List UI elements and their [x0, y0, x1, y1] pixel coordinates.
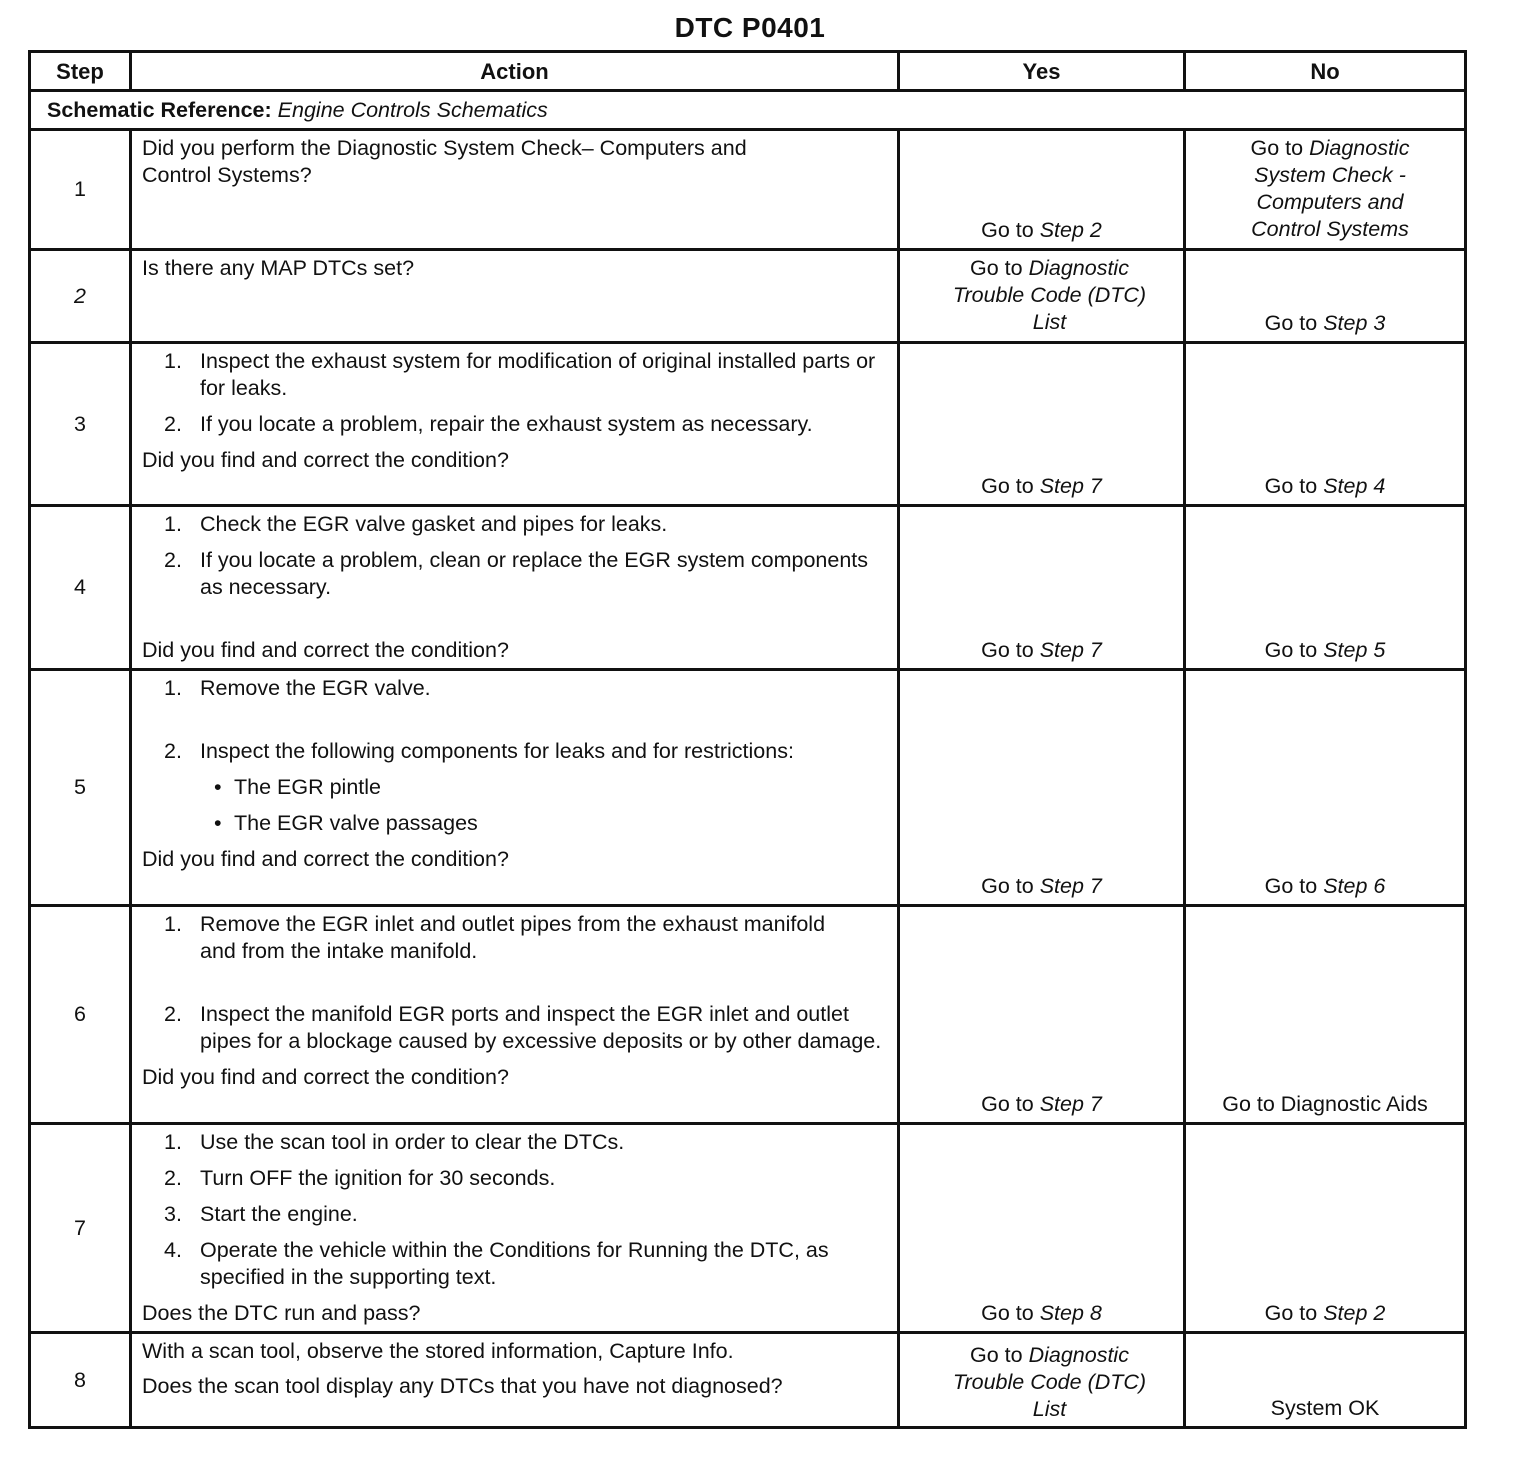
list-item: 1. Check the EGR valve gasket and pipes for leaks. [164, 512, 668, 536]
yes-prefix: Go to [981, 218, 1040, 242]
document-title: DTC P0401 [674, 12, 826, 43]
yes-link[interactable]: Step 7 [1039, 638, 1102, 662]
list-item-text: If you locate a problem, clean or replace the EGR system components as necessary. [200, 548, 869, 599]
action-question: Did you find and correct the condition? [142, 1065, 509, 1089]
list-item: 3. Start the engine. [164, 1202, 358, 1226]
no-link[interactable]: Step 2 [1323, 1301, 1386, 1325]
list-item: 1. Remove the EGR valve. [164, 676, 431, 700]
schematic-reference [30, 91, 1466, 130]
no-link[interactable]: Step 5 [1323, 638, 1386, 662]
action-cell [131, 670, 899, 906]
list-item-text: If you locate a problem, repair the exhaust system as necessary. [200, 412, 813, 436]
list-item-text: Turn OFF the ignition for 30 seconds. [200, 1166, 556, 1190]
schematic-reference-label: Schematic Reference: [47, 97, 272, 122]
schematic-reference-link[interactable]: Engine Controls Schematics [277, 97, 548, 122]
action-cell [131, 506, 899, 670]
list-item: 1. Remove the EGR inlet and outlet pipes from the exhaust manifold and from the intake manifold. [164, 912, 826, 963]
yes-link[interactable]: Step 8 [1039, 1301, 1102, 1325]
action-question: Did you find and correct the condition? [142, 638, 509, 662]
list-item-text: Inspect the exhaust system for modification of original installed parts or for leaks. [200, 349, 876, 400]
no-header: No [1185, 52, 1466, 91]
bullet-item: • The EGR pintle [142, 774, 887, 801]
yes-link[interactable]: Step 7 [1039, 474, 1102, 498]
yes-link[interactable]: Step 7 [1039, 874, 1102, 898]
no-prefix: Go to [1264, 1301, 1324, 1325]
yes-cell [899, 343, 1185, 506]
list-item: 2. Inspect the manifold EGR ports and inspect the EGR inlet and outlet pipes for a blockage caused by excessive deposits or by other damage. [164, 1002, 882, 1053]
no-cell [1185, 250, 1466, 343]
list-item-text: Operate the vehicle within the Conditions for Running the DTC, as specified in the supporting text. [200, 1238, 829, 1289]
no-cell [1185, 1333, 1466, 1428]
yes-link[interactable]: Diagnostic Trouble Code (DTC) List [952, 1343, 1147, 1421]
no-link[interactable]: Step 4 [1323, 474, 1386, 498]
list-item-text: Remove the EGR inlet and outlet pipes from the exhaust manifold and from the intake manifold. [200, 912, 826, 963]
list-item: 2. Turn OFF the ignition for 30 seconds. [164, 1166, 556, 1190]
yes-link[interactable]: Step 7 [1039, 1092, 1102, 1116]
table-row [30, 906, 1466, 1124]
no-prefix: Go to [1264, 638, 1324, 662]
yes-prefix: Go to [981, 874, 1040, 898]
yes-cell [899, 906, 1185, 1124]
table-row [30, 506, 1466, 670]
action-cell [131, 250, 899, 343]
no-prefix: Go to [1264, 474, 1324, 498]
table-row [30, 1333, 1466, 1428]
list-item: 2. If you locate a problem, clean or replace the EGR system components as necessary. [164, 548, 869, 599]
yes-cell [899, 1124, 1185, 1333]
action-question: Did you find and correct the condition? [142, 448, 509, 472]
yes-cell [899, 250, 1185, 343]
step-number: 5 [30, 670, 131, 906]
yes-prefix: Go to [970, 1343, 1029, 1367]
yes-cell [899, 1333, 1185, 1428]
action-cell [131, 906, 899, 1124]
list-item: 2. Inspect the following components for leaks and for restrictions: [164, 739, 794, 763]
yes-prefix: Go to [981, 638, 1040, 662]
yes-cell [899, 130, 1185, 250]
no-prefix: Go to [1264, 311, 1324, 335]
action-steps [142, 348, 887, 438]
action-steps [142, 911, 887, 1055]
step-number: 8 [30, 1333, 131, 1428]
list-item-text: Start the engine. [200, 1202, 358, 1226]
action-steps [142, 675, 887, 765]
list-item: 2. If you locate a problem, repair the exhaust system as necessary. [164, 412, 813, 436]
table-row [30, 670, 1466, 906]
yes-prefix: Go to [981, 1301, 1040, 1325]
yes-cell [899, 670, 1185, 906]
no-link[interactable]: Step 3 [1323, 311, 1386, 335]
action-question: Does the scan tool display any DTCs that you have not diagnosed? [142, 1374, 783, 1398]
table-row [30, 250, 1466, 343]
no-link[interactable]: Go to Diagnostic Aids [1222, 1092, 1428, 1116]
step-number: 4 [30, 506, 131, 670]
action-header: Action [131, 52, 899, 91]
yes-cell [899, 506, 1185, 670]
table-row [30, 343, 1466, 506]
action-cell [131, 1333, 899, 1428]
action-text: With a scan tool, observe the stored information, Capture Info. [142, 1339, 734, 1363]
action-question: Does the DTC run and pass? [142, 1301, 421, 1325]
action-cell [131, 1124, 899, 1333]
step-number: 1 [30, 130, 131, 250]
no-prefix: Go to [1264, 874, 1324, 898]
no-cell [1185, 670, 1466, 906]
yes-header: Yes [899, 52, 1185, 91]
table-row [30, 130, 1466, 250]
schematic-reference-row [30, 91, 1466, 130]
no-link[interactable]: System OK [1270, 1396, 1380, 1420]
bullet-item: • The EGR valve passages [142, 810, 887, 837]
action-cell [131, 130, 899, 250]
list-item-text: Use the scan tool in order to clear the DTCs. [200, 1130, 625, 1154]
action-steps [142, 511, 887, 601]
step-header: Step [30, 52, 131, 91]
no-link[interactable]: Diagnostic System Check - Computers and Control Systems [1251, 136, 1410, 241]
no-cell [1185, 343, 1466, 506]
yes-prefix: Go to [981, 474, 1040, 498]
list-item: 4. Operate the vehicle within the Conditions for Running the DTC, as specified in the supporting text. [164, 1238, 829, 1289]
no-cell [1185, 130, 1466, 250]
list-item: 1. Use the scan tool in order to clear the DTCs. [164, 1130, 625, 1154]
action-question: Did you find and correct the condition? [142, 847, 509, 871]
list-item-text: Check the EGR valve gasket and pipes for leaks. [200, 512, 668, 536]
no-link[interactable]: Step 6 [1323, 874, 1386, 898]
step-number: 3 [30, 343, 131, 506]
table-row [30, 1124, 1466, 1333]
action-text: Is there any MAP DTCs set? [142, 256, 415, 280]
yes-prefix: Go to [970, 256, 1029, 280]
no-prefix: Go to [1250, 136, 1310, 160]
action-text: Did you perform the Diagnostic System Check– Computers and Control Systems? [142, 136, 747, 187]
action-cell [131, 343, 899, 506]
list-item-text: Remove the EGR valve. [200, 676, 431, 700]
no-cell [1185, 906, 1466, 1124]
list-item-text: Inspect the manifold EGR ports and inspect the EGR inlet and outlet pipes for a blockage caused by excessive deposits or by other damage. [200, 1002, 882, 1053]
dtc-table [28, 50, 1467, 1429]
step-number: 2 [30, 250, 131, 343]
step-number: 6 [30, 906, 131, 1124]
no-cell [1185, 506, 1466, 670]
list-item-text: Inspect the following components for leaks and for restrictions: [200, 739, 794, 763]
component-bullets [142, 774, 887, 837]
yes-link[interactable]: Diagnostic Trouble Code (DTC) List [952, 256, 1147, 334]
header-row [30, 52, 1466, 91]
no-cell [1185, 1124, 1466, 1333]
action-steps [142, 1129, 887, 1291]
step-number: 7 [30, 1124, 131, 1333]
list-item: 1. Inspect the exhaust system for modification of original installed parts or for leaks. [164, 349, 876, 400]
yes-prefix: Go to [981, 1092, 1040, 1116]
yes-link[interactable]: Step 2 [1039, 218, 1102, 242]
